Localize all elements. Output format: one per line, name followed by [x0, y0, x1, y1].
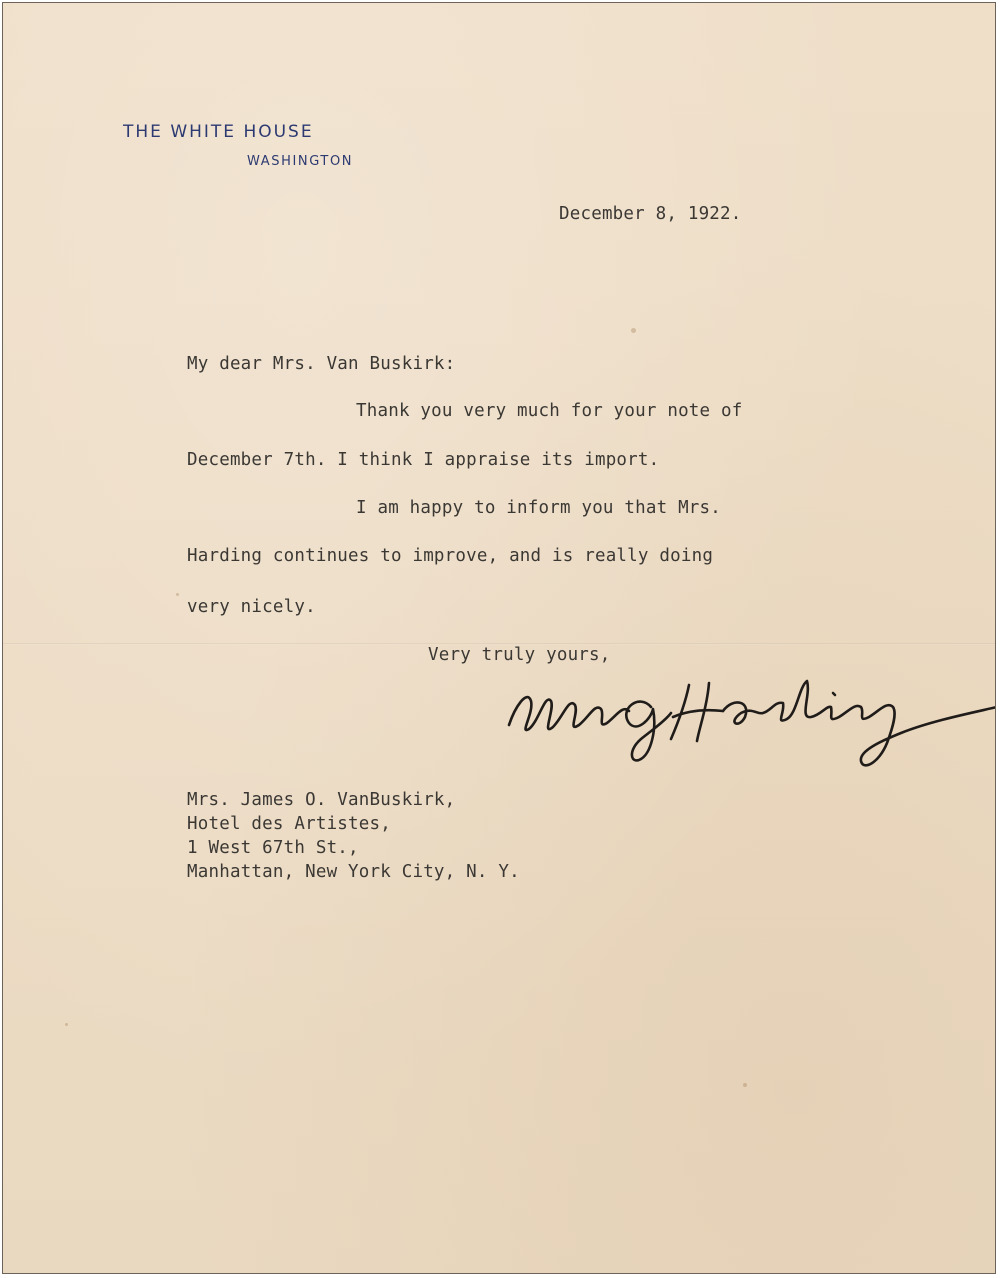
address-line: Manhattan, New York City, N. Y.	[187, 862, 520, 882]
address-line: 1 West 67th St.,	[187, 838, 359, 858]
body-line: Harding continues to improve, and is really doing	[187, 546, 714, 566]
salutation: My dear Mrs. Van Buskirk:	[187, 354, 456, 374]
closing: Very truly yours,	[428, 645, 611, 665]
paper-speck	[176, 593, 179, 596]
address-line: Mrs. James O. VanBuskirk,	[187, 790, 456, 810]
body-line: very nicely.	[187, 597, 316, 617]
paper-speck	[743, 1083, 747, 1087]
paper-speck	[65, 1023, 68, 1026]
letterhead-title: THE WHITE HOUSE	[123, 122, 314, 142]
body-line: December 7th. I think I appraise its import.	[187, 450, 660, 470]
handwritten-signature	[501, 667, 996, 777]
body-line: Thank you very much for your note of	[356, 401, 743, 421]
paper-speck	[631, 328, 636, 333]
address-line: Hotel des Artistes,	[187, 814, 391, 834]
body-line: I am happy to inform you that Mrs.	[356, 498, 722, 518]
letterhead-subtitle: WASHINGTON	[247, 154, 354, 169]
letter-date: December 8, 1922.	[559, 204, 742, 224]
letter-page	[2, 2, 996, 1274]
